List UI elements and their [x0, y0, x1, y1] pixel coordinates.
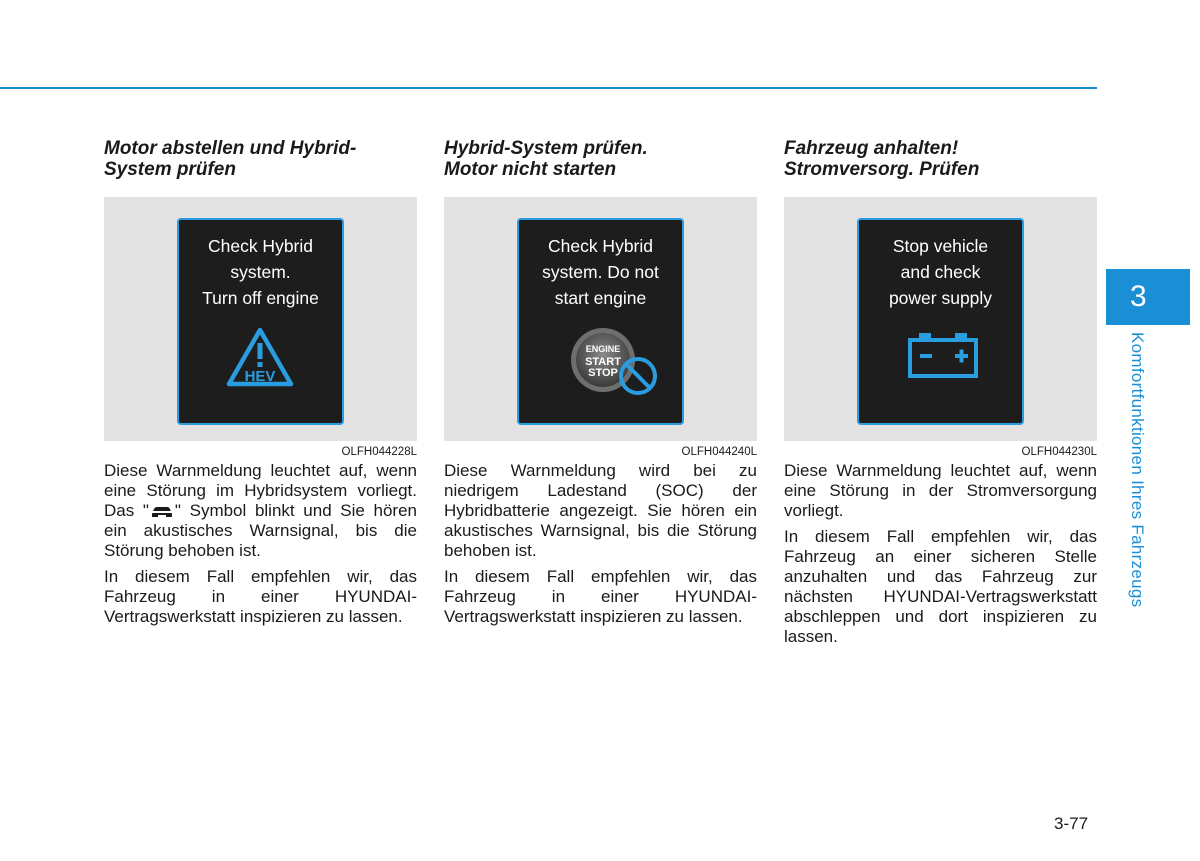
section-heading: Fahrzeug anhalten! Stromversorg. Prüfen	[784, 138, 980, 180]
cluster-display	[857, 218, 1024, 425]
figure-panel	[104, 197, 417, 441]
hev-label: HEV	[244, 368, 276, 385]
cluster-display	[177, 218, 344, 425]
paragraph: In diesem Fall empfehlen wir, das Fahrzeug in einer HYUNDAI-Vertragswerkstatt inspizieren zu lassen.	[444, 567, 757, 626]
svg-text:STOP: STOP	[588, 367, 618, 379]
body-text	[104, 461, 417, 627]
figure-code: OLFH044230L	[1021, 446, 1097, 458]
paragraph: In diesem Fall empfehlen wir, das Fahrzeug an einer sicheren Stelle anzuhalten und das Fahrzeug zur nächsten HYUNDAI-Vertragswerkstatt abschleppen und dort inspizieren zu lassen.	[784, 527, 1097, 646]
paragraph: Diese Warnmeldung leuchtet auf, wenn eine Störung in der Stromversorgung vorliegt.	[784, 461, 1097, 520]
chapter-title: Komfortfunktionen Ihres Fahrzeugs	[1128, 332, 1147, 608]
paragraph: In diesem Fall empfehlen wir, das Fahrzeug in einer HYUNDAI-Vertragswerkstatt inspizieren zu lassen.	[104, 567, 417, 626]
figure-panel	[444, 197, 757, 441]
chapter-tab: 3	[1106, 269, 1190, 325]
body-text	[444, 461, 757, 627]
cluster-display	[517, 218, 684, 425]
section-heading: Hybrid-System prüfen. Motor nicht starten	[444, 138, 648, 180]
hybrid-car-icon	[149, 504, 175, 520]
engine-start-stop-prohibited-icon	[565, 323, 661, 399]
warning-column-2	[444, 138, 757, 633]
page-number: 3-77	[1054, 814, 1089, 833]
figure-code: OLFH044240L	[681, 446, 757, 458]
hev-warning-triangle-icon	[225, 326, 295, 390]
top-rule	[0, 87, 1097, 89]
svg-text:ENGINE: ENGINE	[585, 344, 621, 354]
warning-column-1	[104, 138, 417, 633]
figure-code: OLFH044228L	[341, 446, 417, 458]
display-message: Check Hybrid system. Turn off engine	[202, 236, 319, 308]
warning-column-3	[784, 138, 1097, 653]
paragraph: Diese Warnmeldung leuchtet auf, wenn eine Störung im Hybridsystem vorliegt. Das " " Symbol blinkt und Sie hören ein akustisches Warnsignal, bis die Störung behoben ist.	[104, 461, 417, 560]
section-heading: Motor abstellen und Hybrid- System prüfen	[104, 138, 357, 180]
display-message: Stop vehicle and check power supply	[888, 236, 993, 308]
body-text	[784, 461, 1097, 647]
battery-icon	[907, 330, 979, 378]
paragraph: Diese Warnmeldung wird bei zu niedrigem Ladestand (SOC) der Hybridbatterie angezeigt. Sie hören ein akustisches Warnsignal, bis die Störung behoben ist.	[444, 461, 757, 560]
display-message: Check Hybrid system. Do not start engine	[542, 236, 659, 308]
svg-text:START: START	[585, 356, 621, 368]
figure-panel	[784, 197, 1097, 441]
